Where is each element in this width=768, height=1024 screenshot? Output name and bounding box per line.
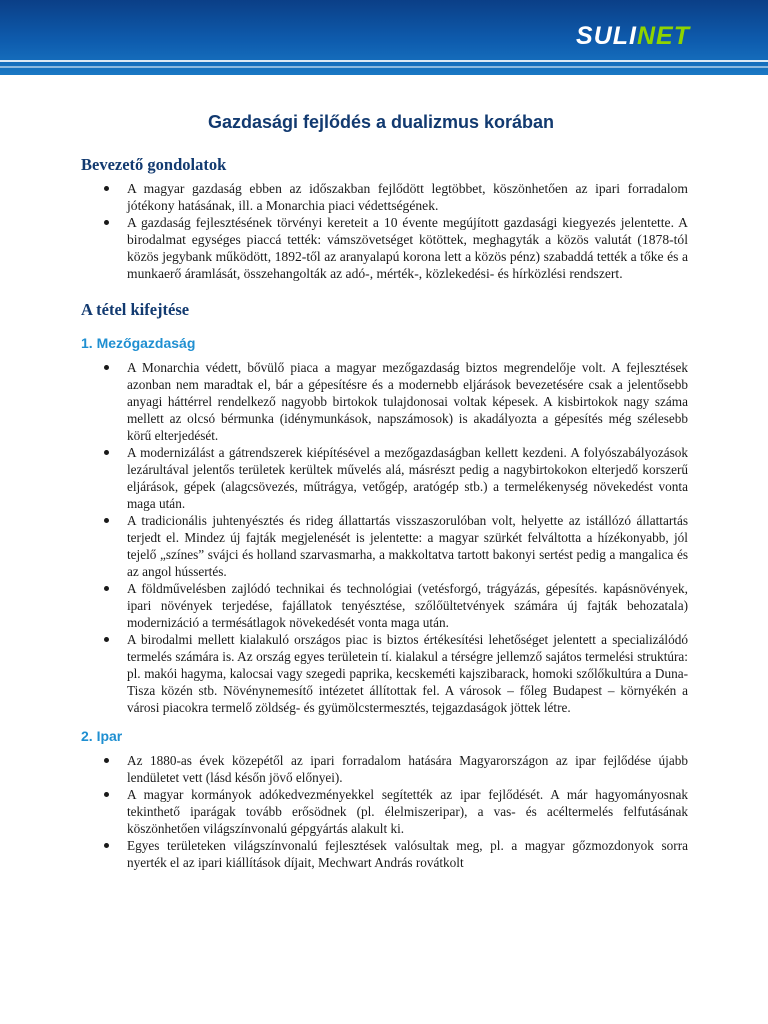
agriculture-heading: 1. Mezőgazdaság [81, 335, 196, 351]
bullet-item: Az 1880-as évek közepétől az ipari forradalom hatására Magyarországon az ipar fejlődése újabb lendületet vett (lásd későn jövő előnyei). [81, 752, 688, 786]
header-stripe [0, 66, 768, 68]
bullet-item: A modernizálást a gátrendszerek kiépítésével a mezőgazdaságban kellett kezdeni. A folyószabályozások lezárultával jelentős területek kerültek művelés alá, másrészt pedig a nagybirtokokon elterjedő korszerű eljárások, gépek (alagcsövezés, műtrágya, vetőgép, aratógép stb.) a termelékenység növekedést vonta maga után. [81, 444, 688, 512]
intro-bullet-list [81, 180, 688, 282]
logo-part-suli: SULI [576, 22, 637, 50]
bullet-item: A birodalmi mellett kialakuló országos piac is biztos értékesítési lehetőséget jelentett a specializálódó termelés számára is. Az ország egyes területein tí. kialakul a térségre jellemző sajátos termelési struktúra: pl. makói hagyma, kalocsai vagy szegedi paprika, kecskeméti kajszibarack, homoki szőlőkultúra a Duna-Tisza közén stb. Növénynemesítő intézetet állítottak fel. A városok – főleg Budapest – környékén a városi piacokra termelő zöldség- és gyümölcstermesztés, tejgazdaságok jöttek létre. [81, 631, 688, 716]
document-body [81, 112, 688, 871]
bullet-item: A Monarchia védett, bővülő piaca a magyar mezőgazdaság biztos megrendelője volt. A fejlesztések azonban nem maradtak el, bár a gépesítésre és a modernebb eljárások bevezetésére csak a jelentősebb anyagi háttérrel rendelkező nagyobb birtokok tulajdonosai voltak képesek. A kisbirtokok nagy száma mellett az olcsó bérmunka (idénymunkások, napszámosok) is akadályozta a gépesítés még szélesebb körű elterjedését. [81, 359, 688, 444]
bullet-item: A tradicionális juhtenyésztés és rideg állattartás visszaszorulóban volt, helyette az istállózó állattartás terjedt el. Mindez új fajták megjelenését is jelentette: a magyar szürkét felváltotta a hízékonyabb, jól tejelő „színes” svájci és holland szarvasmarha, a makkoltatva tartott bakonyi sertést pedig a mangalica és az angol hússertés. [81, 512, 688, 580]
document-title: Gazdasági fejlődés a dualizmus korában [207, 112, 555, 132]
bullet-item: Egyes területeken világszínvonalú fejlesztések valósultak meg, pl. a magyar gőzmozdonyok sorra nyerték el az ipari kiállítások díjait, Mechwart András rovátkolt [81, 837, 688, 871]
intro-heading: Bevezető gondolatok [81, 155, 227, 174]
sulinet-logo [576, 22, 690, 51]
main-heading: A tétel kifejtése [81, 300, 190, 319]
industry-heading: 2. Ipar [81, 728, 123, 744]
intro-section [81, 155, 688, 282]
logo-part-net: NET [637, 22, 690, 50]
header-stripe [0, 60, 768, 62]
industry-bullet-list [81, 752, 688, 871]
bullet-item: A magyar gazdaság ebben az időszakban fejlődött legtöbbet, köszönhetően az ipari forradalom jótékony hatásának, ill. a Monarchia piaci védettségének. [81, 180, 688, 214]
main-section [81, 300, 688, 871]
page-header-banner [0, 0, 768, 75]
bullet-item: A gazdaság fejlesztésének törvényi kereteit a 10 évente megújított gazdasági kiegyezés jelentette. A birodalmat egységes piaccá tették: vámszövetséget kötöttek, meghagyták a közös valutát (1878-tól közös jegybank működött, 1892-től az aranyalapú korona lett a közös pénz) szabaddá tették a tőke és a munkaerő áramlását, összehangolták az adó-, mérték-, közlekedési- és hírközlési rendszert. [81, 214, 688, 282]
agriculture-bullet-list [81, 359, 688, 716]
bullet-item: A földművelésben zajlódó technikai és technológiai (vetésforgó, trágyázás, gépesítés. kapásnövények, ipari növények terjedése, fajállatok tenyésztése, szőlőültetvények számára új fajták behozatala) modernizáció a termésátlagok növekedését vonta maga után. [81, 580, 688, 631]
bullet-item: A magyar kormányok adókedvezményekkel segítették az ipar fejlődését. A már hagyományosnak tekinthető iparágak tovább erősödnek (pl. élelmiszeripar), a vas- és acéltermelés felfutásának köszönhetően világszínvonalú gépgyártás alakult ki. [81, 786, 688, 837]
